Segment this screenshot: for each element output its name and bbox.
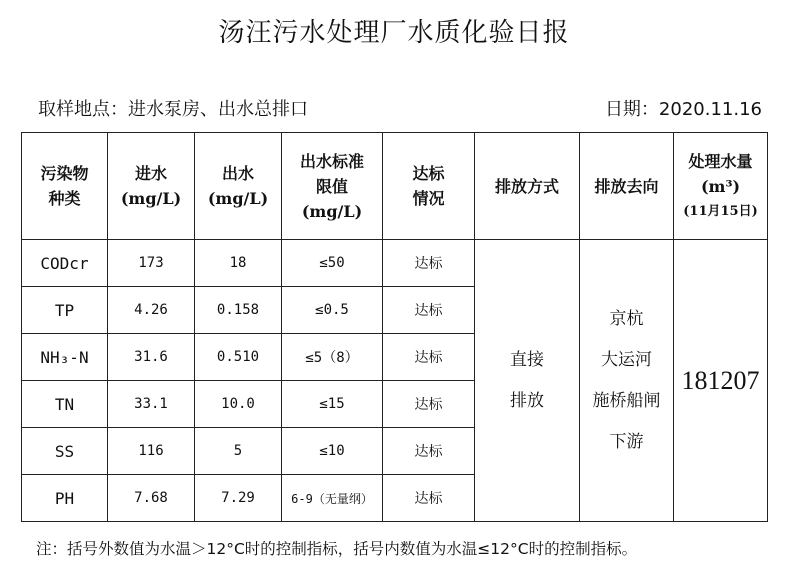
- pollutant-cell: CODcr: [22, 240, 108, 287]
- status-cell: 达标: [383, 287, 475, 334]
- effluent-cell: 7.29: [195, 475, 282, 522]
- status-cell: 达标: [383, 428, 475, 475]
- standard-cell: ≤15: [282, 381, 383, 428]
- pollutant-cell: PH: [22, 475, 108, 522]
- water-quality-table: [21, 132, 768, 522]
- report-title: 汤汪污水处理厂水质化验日报: [218, 18, 570, 48]
- effluent-cell: 18: [195, 240, 282, 287]
- standard-cell: 6-9（无量纲）: [282, 475, 383, 522]
- effluent-cell: 0.510: [195, 334, 282, 381]
- standard-cell: ≤10: [282, 428, 383, 475]
- header-standard: 出水标准 限值 (mg/L): [282, 133, 383, 240]
- treated-volume-cell: 181207: [674, 240, 768, 522]
- status-cell: 达标: [383, 240, 475, 287]
- influent-cell: 173: [108, 240, 195, 287]
- sampling-location: 取样地点：进水泵房、出水总排口: [38, 99, 308, 120]
- header-volume: 处理水量 (m³) (11月15日): [674, 133, 768, 240]
- discharge-method-cell: 直接 排放: [475, 240, 580, 522]
- standard-cell: ≤50: [282, 240, 383, 287]
- standard-cell: ≤0.5: [282, 287, 383, 334]
- effluent-cell: 0.158: [195, 287, 282, 334]
- discharge-destination-cell: 京杭 大运河 施桥船闸 下游: [580, 240, 674, 522]
- influent-cell: 116: [108, 428, 195, 475]
- header-discharge-destination: 排放去向: [580, 133, 674, 240]
- header-row: [22, 133, 768, 240]
- pollutant-cell: SS: [22, 428, 108, 475]
- influent-cell: 33.1: [108, 381, 195, 428]
- status-cell: 达标: [383, 475, 475, 522]
- effluent-cell: 5: [195, 428, 282, 475]
- influent-cell: 4.26: [108, 287, 195, 334]
- influent-cell: 31.6: [108, 334, 195, 381]
- header-discharge-method: 排放方式: [475, 133, 580, 240]
- standard-cell: ≤5（8）: [282, 334, 383, 381]
- header-effluent: 出水 (mg/L): [195, 133, 282, 240]
- header-influent: 进水 (mg/L): [108, 133, 195, 240]
- report-date: 日期：2020.11.16: [604, 99, 762, 120]
- pollutant-cell: TN: [22, 381, 108, 428]
- status-cell: 达标: [383, 334, 475, 381]
- header-pollutant: 污染物 种类: [22, 133, 108, 240]
- status-cell: 达标: [383, 381, 475, 428]
- pollutant-cell: NH₃-N: [22, 334, 108, 381]
- influent-cell: 7.68: [108, 475, 195, 522]
- pollutant-cell: TP: [22, 287, 108, 334]
- footnote: 注：括号外数值为水温＞12°C时的控制指标，括号内数值为水温≤12°C时的控制指标。: [36, 540, 638, 558]
- table-row: [22, 240, 768, 287]
- header-compliance: 达标 情况: [383, 133, 475, 240]
- effluent-cell: 10.0: [195, 381, 282, 428]
